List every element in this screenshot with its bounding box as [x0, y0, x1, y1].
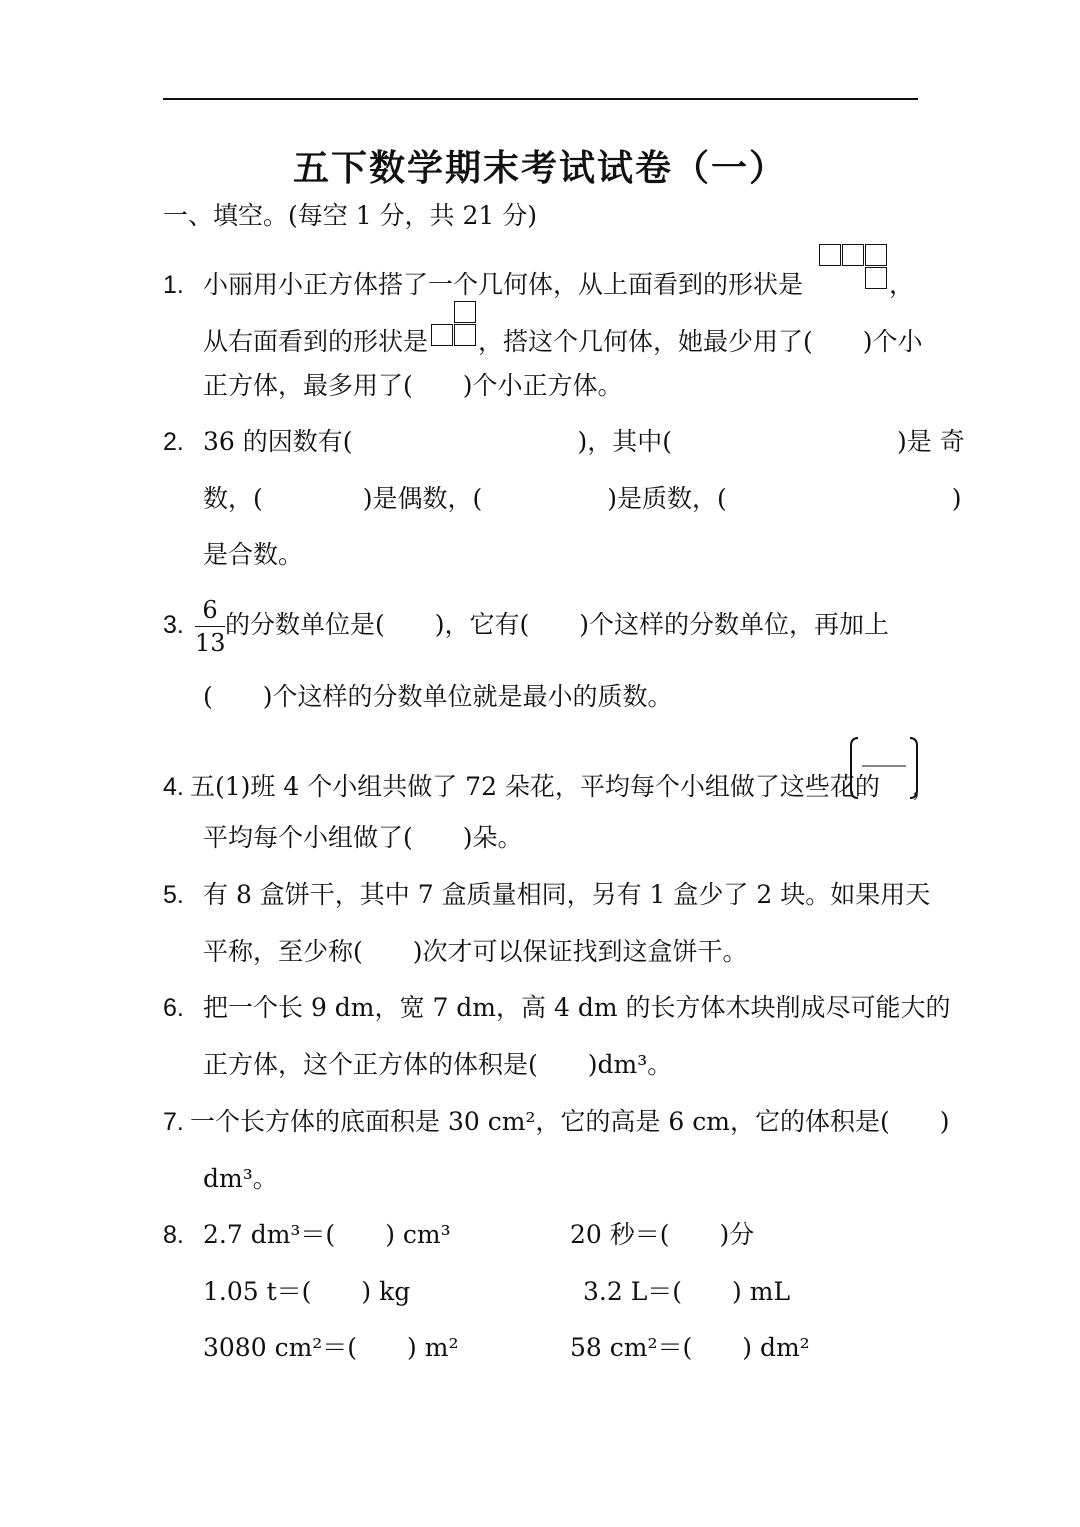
conversion-item: 1.05 t＝( ) kg: [203, 1277, 411, 1306]
q3-line-1: 的分数单位是( )，它有( )个这样的分数单位，再加上: [225, 610, 890, 639]
question-number-7: 7.: [163, 1108, 184, 1136]
q7-line-2: dm³。: [203, 1164, 278, 1193]
page-title: 五下数学期末考试试卷（一）: [292, 148, 787, 189]
q6-line-1: 把一个长 9 dm，宽 7 dm，高 4 dm 的长方体木块削成尽可能大的: [203, 993, 951, 1022]
fraction-answer-box: [848, 736, 920, 800]
conversion-item: 3080 cm²＝( ) m²: [203, 1333, 459, 1362]
q3-line-2: ( )个这样的分数单位就是最小的质数。: [203, 682, 673, 711]
q1-line-1: 小丽用小正方体搭了一个几何体，从上面看到的形状是: [203, 270, 804, 299]
q5-line-1: 有 8 盒饼干，其中 7 盒质量相同，另有 1 盒少了 2 块。如果用天: [203, 880, 931, 909]
q6-line-2: 正方体，这个正方体的体积是( )dm³。: [203, 1050, 673, 1079]
conversion-item: 2.7 dm³＝( ) cm³: [203, 1220, 451, 1249]
q1-line-2a: 从右面看到的形状是: [203, 327, 429, 356]
q1-line-1-end: ，: [889, 270, 915, 299]
q2-line-3: 是合数。: [203, 540, 304, 569]
question-number-8: 8.: [163, 1221, 184, 1249]
q1-line-3: 正方体，最多用了( )个小正方体。: [203, 371, 623, 400]
q4-line-1: 五(1)班 4 个小组共做了 72 朵花，平均每个小组做了这些花的: [190, 772, 880, 801]
conversion-item: 58 cm²＝( ) dm²: [570, 1333, 810, 1362]
fraction-numerator: 6: [202, 596, 218, 624]
q1-line-2b: ，搭这个几何体，她最少用了( )个小: [478, 327, 923, 356]
q4-line-2: 平均每个小组做了( )朵。: [203, 823, 523, 852]
fraction-bar: [195, 626, 225, 627]
question-number-1: 1.: [163, 271, 184, 299]
fraction-6-13: [195, 596, 225, 657]
question-number-3: 3.: [163, 611, 184, 639]
fraction-denominator: 13: [195, 629, 226, 657]
header-rule: [163, 98, 918, 100]
section-heading: 一、填空。(每空 1 分，共 21 分): [163, 201, 538, 230]
question-number-4: 4.: [163, 773, 184, 801]
q2-line-1: 36 的因数有( )，其中( )是 奇: [203, 427, 965, 456]
q5-line-2: 平称，至少称( )次才可以保证找到这盒饼干。: [203, 937, 748, 966]
question-number-5: 5.: [163, 881, 184, 909]
conversion-item: 3.2 L＝( ) mL: [583, 1277, 791, 1306]
q2-line-2: 数，( )是偶数，( )是质数，( ): [203, 484, 962, 513]
q4-line-1-end: ，: [912, 772, 938, 801]
question-number-6: 6.: [163, 994, 184, 1022]
question-number-2: 2.: [163, 428, 184, 456]
conversion-item: 20 秒＝( )分: [570, 1220, 755, 1249]
q7-line-1: 一个长方体的底面积是 30 cm²，它的高是 6 cm，它的体积是( ): [190, 1107, 950, 1136]
